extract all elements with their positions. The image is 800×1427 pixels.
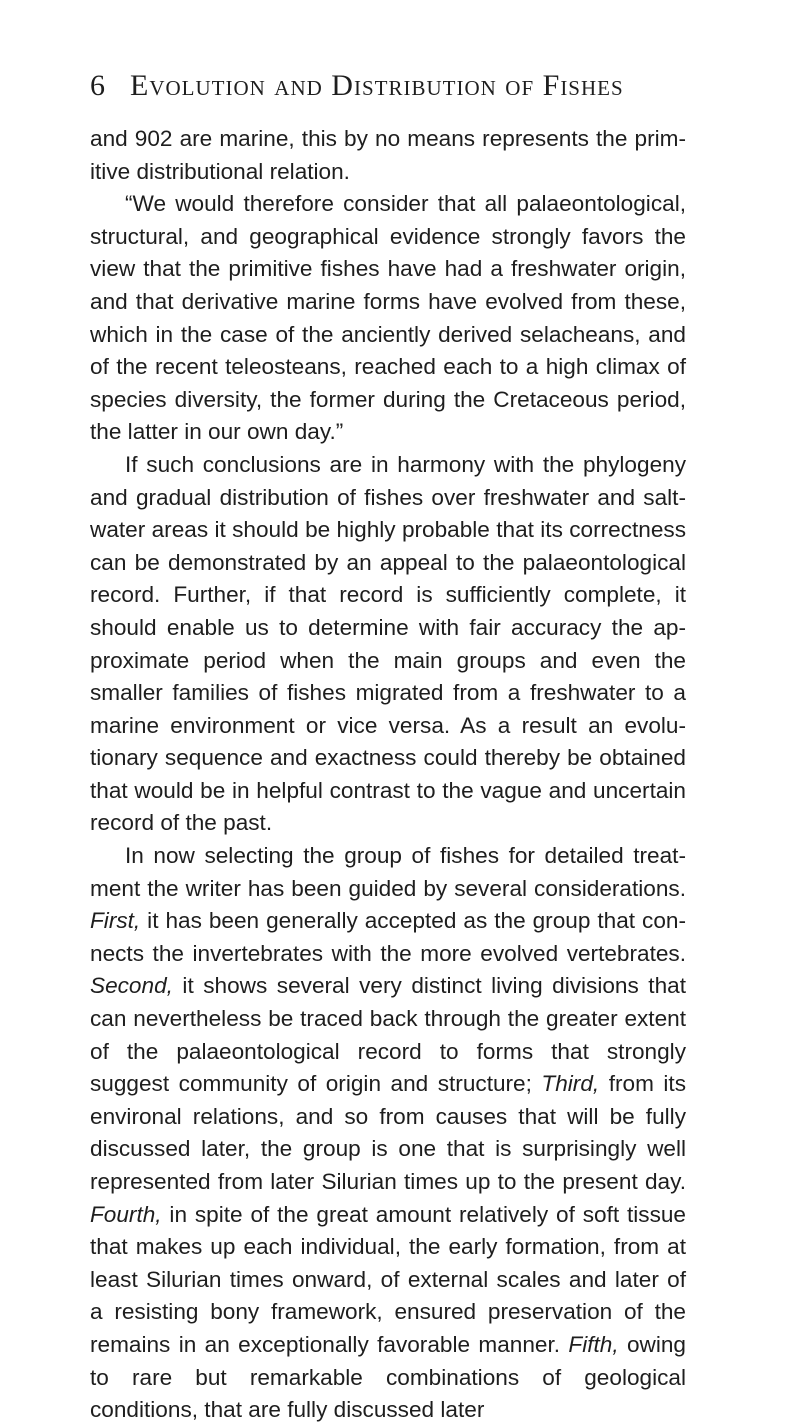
consideration-fifth-text: owing to rare but remarkable combinations of geological conditions, that are fully discussed later bbox=[90, 1331, 686, 1423]
page-number: 6 bbox=[90, 69, 105, 102]
body-text bbox=[90, 123, 686, 1427]
paragraph-conclusions: If such conclusions are in harmony with the phylogeny and gradual distribution of fishes over freshwater and saltwater areas it should be highly probable that its correctness can be demonstrated by an appeal to the palaeontological record. Further, if that record is sufficiently complete, it should enable us to determine with fair accuracy the approximate period when the main groups and even the smaller families of fishes migrated from a freshwater to a marine environment or vice versa. As a result an evolutionary sequence and exactness could thereby be obtained that would be in helpful contrast to the vague and uncertain record of the past. bbox=[90, 451, 686, 836]
consideration-fourth-text: in spite of the great amount relatively of soft tissue that makes up each individual, the early formation, from at least Silurian times onward, of external scales and later of a resisting bony framework, ensured preservation of the remains in an exceptionally favorable manner. bbox=[90, 1201, 686, 1357]
running-head bbox=[90, 66, 686, 106]
paragraph-continuation: and 902 are marine, this by no means represents the primitive distributional relation. bbox=[90, 126, 686, 184]
ordinal-second: Second, bbox=[90, 973, 173, 999]
paragraph-considerations bbox=[90, 840, 686, 1427]
consideration-first-text: it has been generally accepted as the group that connects the invertebrates with the more evolved vertebrates. bbox=[90, 908, 686, 966]
ordinal-first: First, bbox=[90, 908, 141, 934]
ordinal-fifth: Fifth, bbox=[568, 1331, 619, 1357]
running-title: Evolution and Distribution of Fishes bbox=[130, 69, 624, 102]
paragraph-quotation: “We would therefore consider that all palaeontological, structural, and geographical evidence strongly favors the view that the primitive fishes have had a freshwater origin, and that derivative marine forms have evolved from these, which in the case of the anciently derived selacheans, and of the recent teleosteans, reached each to a high climax of species diversity, the former during the Cretaceous period, the latter in our own day.” bbox=[90, 191, 686, 445]
consideration-second-text: it shows several very distinct living divisions that can nevertheless be traced back through the greater extent of the palaeontological record to forms that strongly suggest community of origin and structure; bbox=[90, 973, 686, 1097]
considerations-intro: In now selecting the group of fishes for detailed treatment the writer has been guided by several considerations. bbox=[90, 843, 686, 901]
consideration-third-text: from its environal relations, and so from causes that will be fully discussed later, the group is one that is surprisingly well represented from later Silurian times up to the present day. bbox=[90, 1071, 686, 1194]
ordinal-third: Third, bbox=[541, 1071, 600, 1097]
ordinal-fourth: Fourth, bbox=[90, 1201, 162, 1227]
